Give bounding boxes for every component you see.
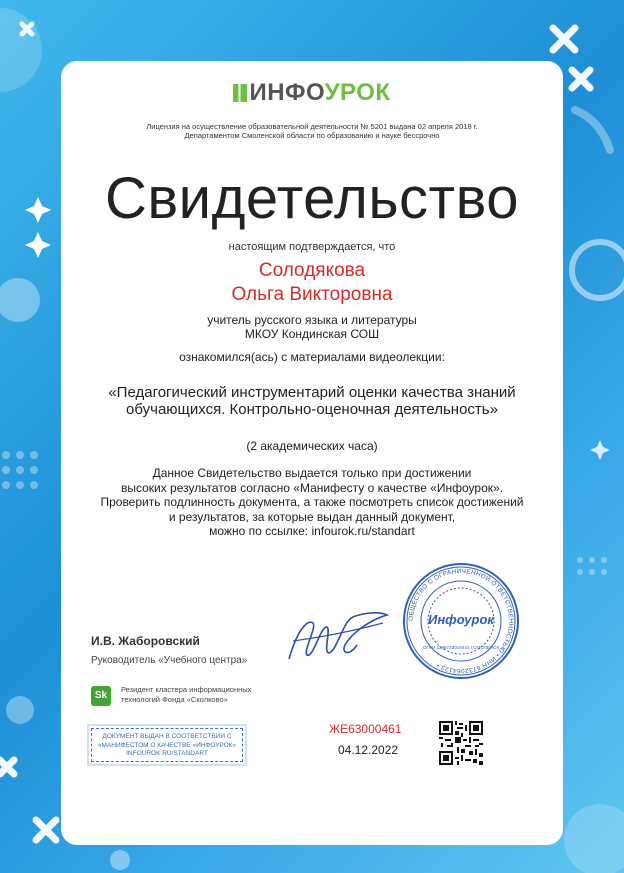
recipient-given-name: Ольга Викторовна	[231, 284, 393, 305]
logo-icon	[233, 84, 247, 102]
svg-text:ОБЩЕСТВО С ОГРАНИЧЕННОЙ ОТВЕТС: ОБЩЕСТВО С ОГРАНИЧЕННОЙ ОТВЕТСТВЕННОСТЬЮ • ИНН 6732064123 •	[407, 567, 515, 675]
acquainted-text: ознакомился(ась) с материалами видеолекции:	[179, 350, 445, 364]
svg-text:Инфоурок: Инфоурок	[427, 612, 495, 627]
description-text: Данное Свидетельство выдается только при достижении высоких результатов согласно «Манифесту о качестве «Инфоурок». Проверить подлинность документа, а также посмотреть список достижений и результатов, за которые выдан данный документ, можно по ссылке: infourok.ru/standart	[100, 466, 524, 538]
recipient-position: учитель русского языка и литературы МКОУ Кондинская СОШ	[207, 313, 417, 341]
company-seal	[401, 561, 521, 681]
qr-code[interactable]	[439, 721, 483, 765]
recipient-name	[61, 259, 563, 307]
signer-name: И.В. Жаборовский	[91, 634, 200, 648]
issue-date: 04.12.2022	[338, 743, 399, 757]
infourok-logo: ИНФОУРОК	[61, 79, 563, 107]
certificate-card	[61, 61, 563, 845]
recipient-surname: Солодякова	[258, 260, 366, 281]
certificate-code: ЖЕ63000461	[329, 722, 402, 736]
skolkovo-logo: Sk	[91, 686, 111, 706]
certificate-title: Свидетельство	[104, 166, 520, 231]
document-stamp: ДОКУМЕНТ ВЫДАН В СООТВЕТСТВИИ С «МАНИФЕСТОМ О КАЧЕСТВЕ «ИНФОУРОК» INFOUROK.RU/STANDART	[91, 728, 243, 762]
license-text: Лицензия на осуществление образовательной деятельности № 5201 выдана 02 апреля 2018 г. Департаментом Смоленской области по образованию и науке бессрочно	[146, 122, 478, 140]
signature-image	[283, 601, 393, 671]
skolkovo-text: Резидент кластера информационных технологий Фонда «Сколково»	[121, 685, 252, 704]
svg-text:ОГРН 1136733016441 г.СМОЛЕНСК: ОГРН 1136733016441 г.СМОЛЕНСК	[422, 645, 500, 650]
confirm-text: настоящим подтверждается, что	[228, 241, 396, 253]
hours-text: (2 академических часа)	[246, 439, 378, 453]
signer-role: Руководитель «Учебного центра»	[91, 655, 248, 666]
course-title: «Педагогический инструментарий оценки качества знаний обучающихся. Контрольно-оценочная деятельность»	[108, 384, 516, 418]
